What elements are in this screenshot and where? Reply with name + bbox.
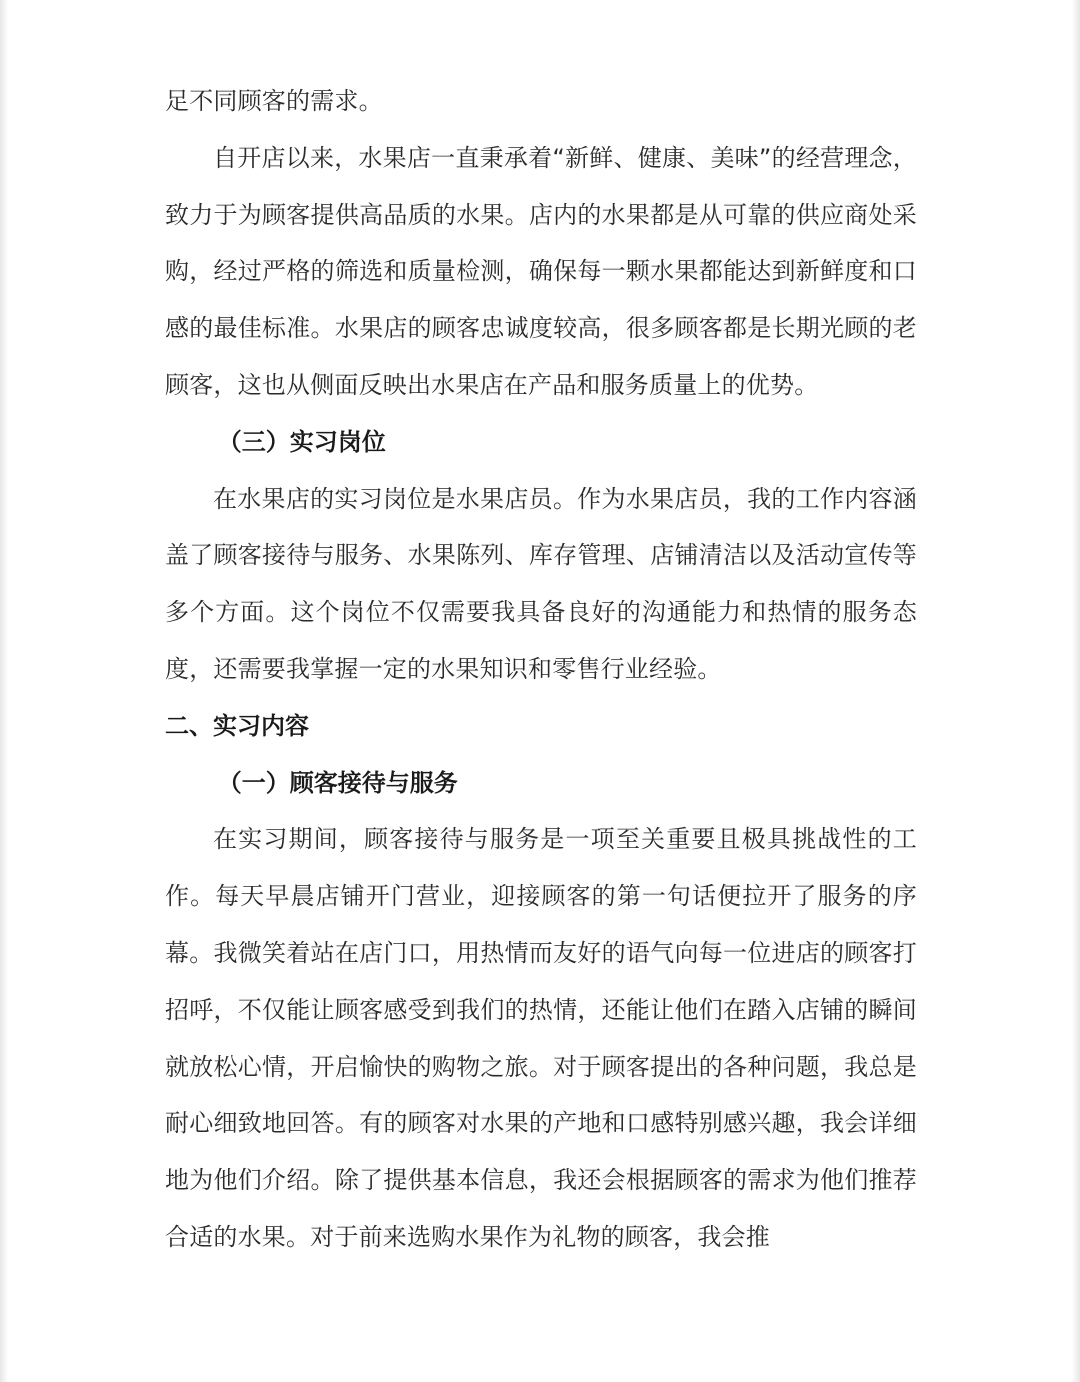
paragraph-continued: 足不同顾客的需求。 [165,87,383,115]
document-body [165,73,917,1266]
page-left-shadow [0,0,8,1382]
heading-internship-position: （三）实习岗位 [217,427,386,456]
paragraph-position: 在水果店的实习岗位是水果店员。作为水果店员，我的工作内容涵盖了顾客接待与服务、水果陈列、库存管理、店铺清洁以及活动宣传等多个方面。这个岗位不仅需要我具备良好的沟通能力和热情的服务态度，还需要我掌握一定的水果知识和零售行业经验。 [165,484,917,683]
paragraph-customer-service: 在实习期间，顾客接待与服务是一项至关重要且极具挑战性的工作。每天早晨店铺开门营业，迎接顾客的第一句话便拉开了服务的序幕。我微笑着站在店门口，用热情而友好的语气向每一位进店的顾客打招呼，不仅能让顾客感受到我们的热情，还能让他们在踏入店铺的瞬间就放松心情，开启愉快的购物之旅。对于顾客提出的各种问题，我总是耐心细致地回答。有的顾客对水果的产地和口感特别感兴趣，我会详细地为他们介绍。除了提供基本信息，我还会根据顾客的需求为他们推荐合适的水果。对于前来选购水果作为礼物的顾客，我会推 [165,825,917,1251]
heading-customer-service: （一）顾客接待与服务 [217,768,458,797]
paragraph-store-philosophy: 自开店以来，水果店一直秉承着“新鲜、健康、美味”的经营理念，致力于为顾客提供高品质的水果。店内的水果都是从可靠的供应商处采购，经过严格的筛选和质量检测，确保每一颗水果都能达到新鲜度和口感的最佳标准。水果店的顾客忠诚度较高，很多顾客都是长期光顾的老顾客，这也从侧面反映出水果店在产品和服务质量上的优势。 [165,143,917,399]
page-right-shadow [1072,0,1080,1382]
heading-internship-content: 二、实习内容 [165,711,309,740]
